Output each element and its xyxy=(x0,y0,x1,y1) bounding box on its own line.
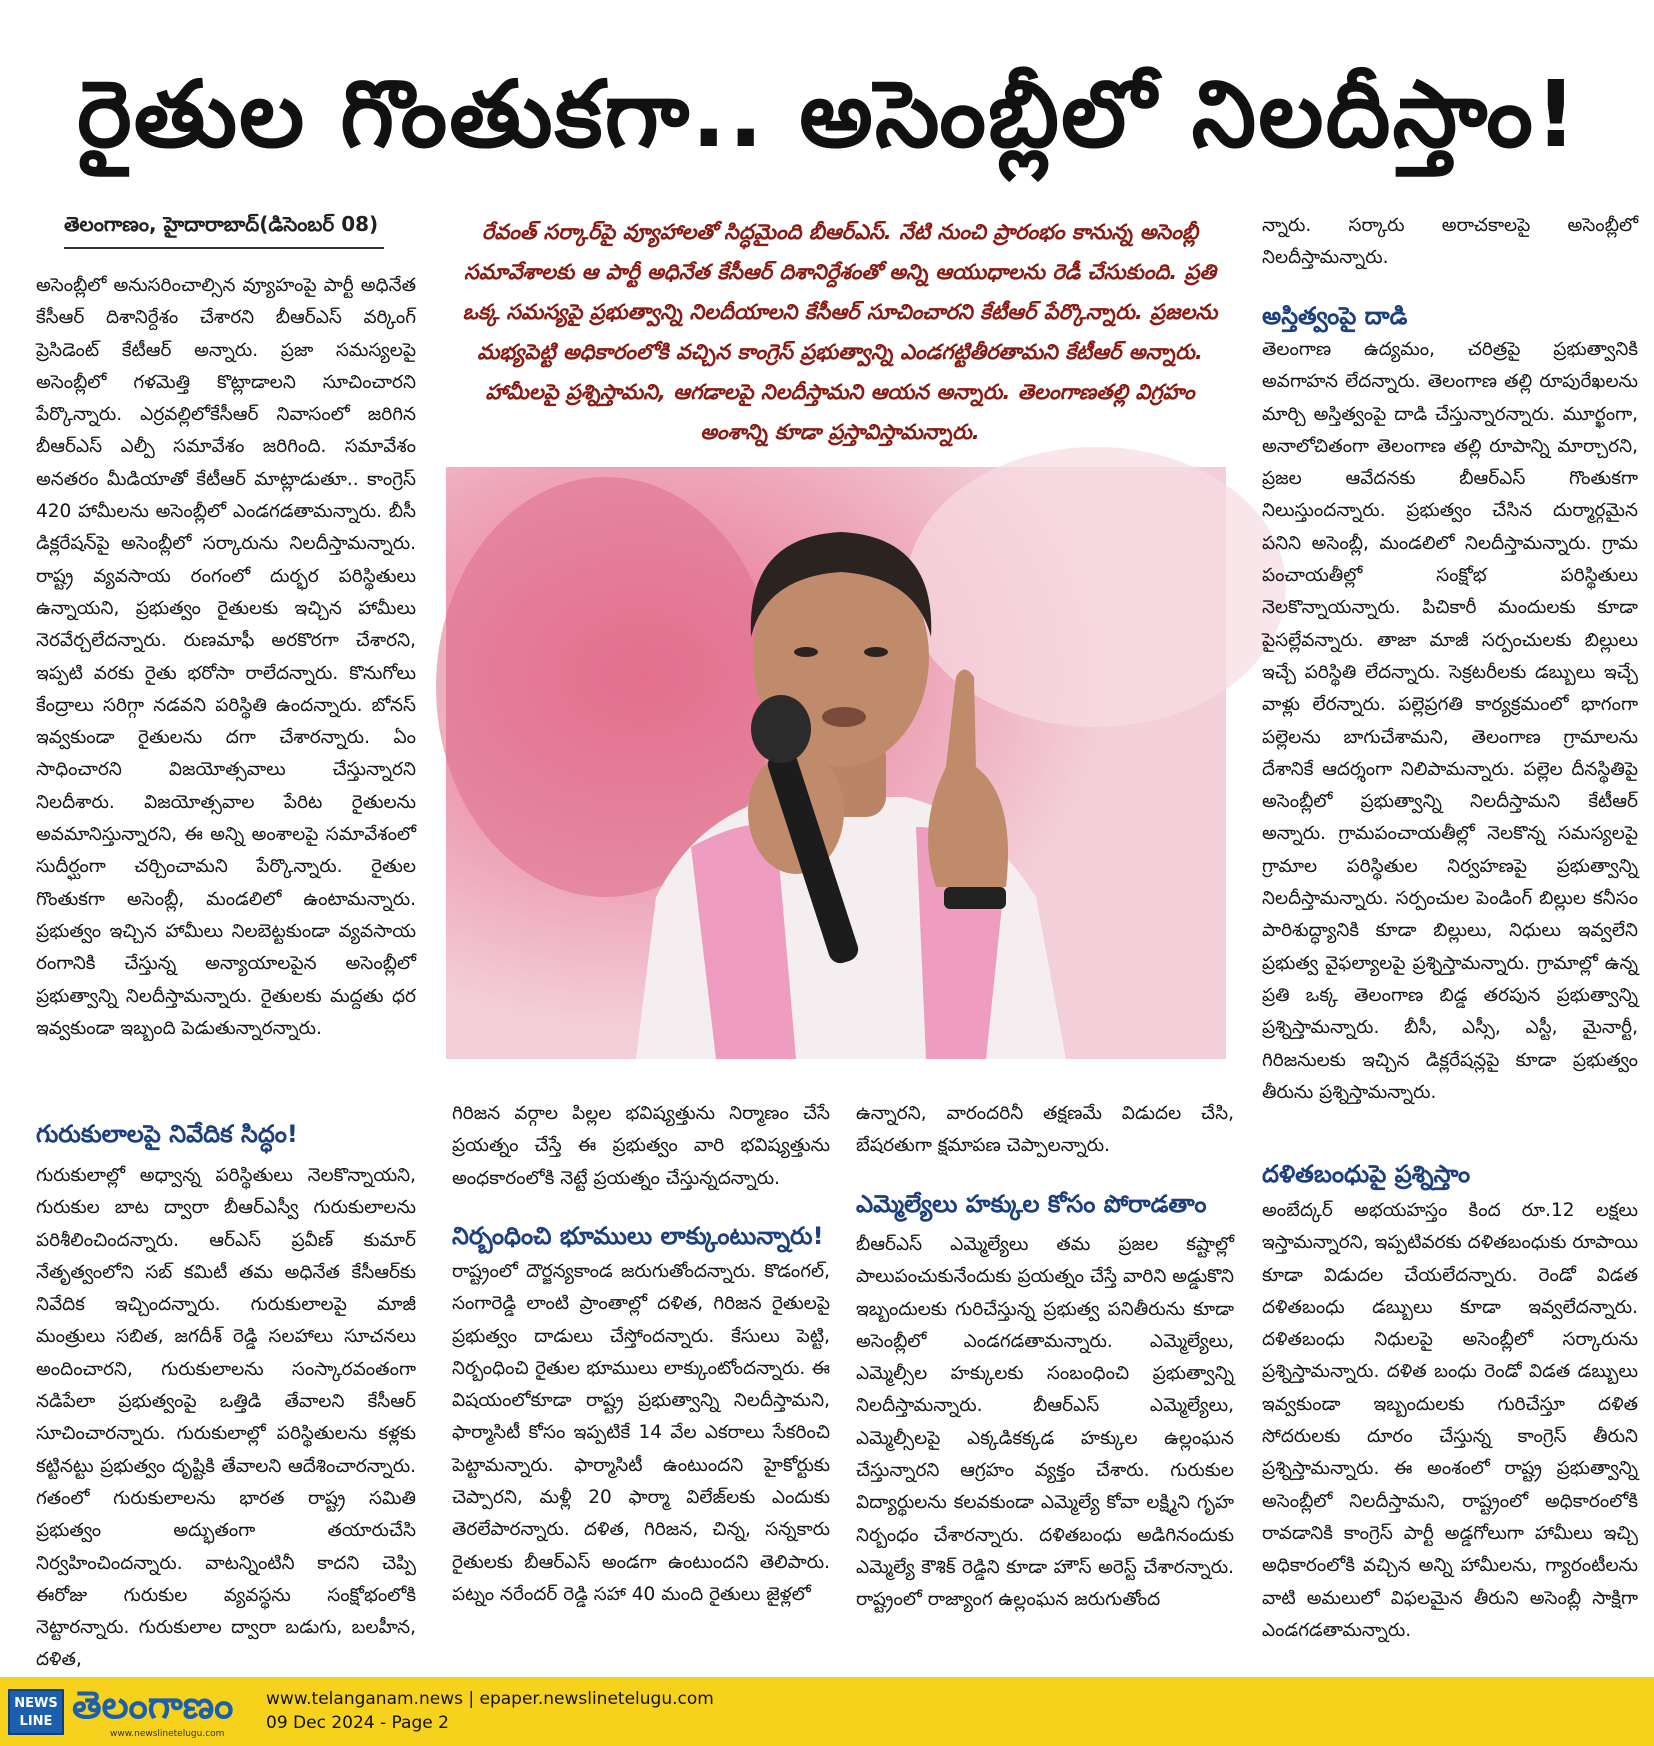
subhead-bhoomulu: నిర్బంధించి భూములు లాక్కుంటున్నారు! xyxy=(452,1222,824,1250)
headline: రైతుల గొంతుకగా.. అసెంబ్లీలో నిలదీస్తాం! xyxy=(77,61,1579,168)
article-paragraph: అంబేద్కర్ అభయహస్తం కింద రూ.12 లక్షలు ఇస్తామన్నారని, ఇప్పటివరకు దళితబంధుకు రూపాయి కూడా విడుదల చేయలేదన్నారు. రెండో విడత దళితబంధు డబ్బులు కూడా ఇవ్వలేదన్నారు. దళితబంధు నిధులపై అసెంబ్లీలో సర్కారును ప్రశ్నిస్తామన్నారు. దళిత బంధు రెండో విడత డబ్బులు ఇవ్వకుండా ఇబ్బందులకు గురిచేస్తూ దళిత సోదరులకు దూరం చేస్తున్న కాంగ్రెస్ తీరుని ప్రశ్నిస్తామన్నారు. ఈ అంశంలో రాష్ట్ర ప్రభుత్వాన్ని అసెంబ్లీలో నిలదీస్తామని, రాష్ట్రంలో అధికారంలోకి రావడానికి కాంగ్రెస్ పార్టీ అడ్డగోలుగా హామీలు ఇచ్చి అధికారంలోకి వచ్చిన అన్ని హామీలను, గ్యారంటీలను వాటి అమలులో విఫలమైన తీరుని అసెంబ్లీ సాక్షిగా ఎండగడతామన్నారు. xyxy=(1262,1200,1638,1641)
footer-urls[interactable]: www.telanganam.news | epaper.newslinetelugu.com xyxy=(266,1689,714,1709)
telanganam-logo: తెలంగాణం xyxy=(72,1683,234,1727)
article-paragraph: ఉన్నారని, వారందరినీ తక్షణమే విడుదల చేసి, బేషరతుగా క్షమాపణ చెప్పాలన్నారు. xyxy=(856,1103,1234,1157)
column-3-body-b xyxy=(856,1229,1234,1659)
column-3-body xyxy=(856,1098,1234,1164)
column-4-body-b xyxy=(1262,334,1638,1128)
subhead-mla-hakkulu: ఎమ్మెల్యేలు హక్కుల కోసం పోరాడతాం xyxy=(856,1190,1207,1218)
footer-bar xyxy=(0,1677,1654,1746)
column-2-body-b xyxy=(452,1256,830,1656)
article-paragraph: గురుకులాల్లో అధ్వాన్న పరిస్థితులు నెలకొన్నాయని, గురుకుల బాట ద్వారా బీఆర్ఎస్వీ గురుకులాలను పరిశీలించిందన్నారు. ఆర్ఎస్ ప్రవీణ్ కుమార్ నేతృత్వంలోని సబ్ కమిటీ తమ అధినేత కేసీఆర్‌కు నివేదిక ఇచ్చిందన్నారు. గురుకులాలపై మాజీ మంత్రులు సబిత, జగదీశ్ రెడ్డి సలహాలు సూచనలు అందించారని, గురుకులాలను సంస్కారవంతంగా నడిపేలా ప్రభుత్వంపై ఒత్తిడి తేవాలని కేసీఆర్ సూచించారన్నారు. గురుకులాల్లో పరిస్థితులను కళ్లకు కట్టినట్టు ప్రభుత్వం దృష్టికి తేవాలని ఆదేశించారన్నారు. గతంలో గురుకులాలను భారత రాష్ట్ర సమితి ప్రభుత్వం అద్భుతంగా తయారుచేసి నిర్వహించిందన్నారు. వాటన్నింటినీ కాదని చెప్పి ఈరోజు గురుకుల వ్యవస్థను సంక్షోభంలోకి నెట్టారన్నారు. గురుకులాల ద్వారా బడుగు, బలహీన, దళిత, xyxy=(36,1165,416,1671)
article-paragraph: బీఆర్ఎస్ ఎమ్మెల్యేలు తమ ప్రజల కష్టాల్లో పాలుపంచుకునేందుకు ప్రయత్నం చేస్తే వారిని అడ్డుకొని ఇబ్బందులకు గురిచేస్తున్న ప్రభుత్వ పనితీరును కూడా అసెంబ్లీలో ఎండగడతామన్నారు. ఎమ్మెల్యేలు, ఎమ్మెల్సీల హక్కులకు సంబంధించి ప్రభుత్వాన్ని నిలదీస్తామన్నారు. బీఆర్ఎస్ ఎమ్మెల్యేలు, ఎమ్మెల్సీలపై ఎక్కడికక్కడ హక్కుల ఉల్లంఘన చేస్తున్నారని ఆగ్రహం వ్యక్తం చేశారు. గురుకుల విద్యార్థులను కలవకుండా ఎమ్మెల్యే కోవా లక్ష్మిని గృహ నిర్బంధం చేశారన్నారు. దళితబంధు అడిగినందుకు ఎమ్మెల్యే కౌశిక్ రెడ్డిని కూడా హౌస్ అరెస్ట్ చేశారన్నారు. రాష్ట్రంలో రాజ్యాంగ ఉల్లంఘన జరుగుతోంద xyxy=(856,1234,1234,1611)
article-paragraph: గిరిజన వర్గాల పిల్లల భవిష్యత్తును నిర్మాణం చేసే ప్రయత్నం చేస్తే ఈ ప్రభుత్వం వారి భవిష్యత్తును అంధకారంలోకి నెట్టే ప్రయత్నం చేస్తున్నదన్నారు. xyxy=(452,1103,830,1189)
speaker-illustration xyxy=(446,467,1226,1059)
subhead-astitvam: అస్తిత్వంపై దాడి xyxy=(1262,302,1408,330)
dateline: తెలంగాణం, హైదారాబాద్(డిసెంబర్ 08) xyxy=(64,212,384,249)
article-paragraph: అసెంబ్లీలో అనుసరించాల్సిన వ్యూహంపై పార్టీ అధినేత కేసీఆర్ దిశానిర్దేశం చేశారని బీఆర్ఎస్ వర్కింగ్ ప్రెసిడెంట్ కేటీఆర్ అన్నారు. ప్రజా సమస్యలపై అసెంబ్లీలో గళమెత్తి కొట్లాడాలని సూచించారని పేర్కొన్నారు. ఎర్రవల్లిలోకేసీఆర్ నివాసంలో జరిగిన బీఆర్ఎస్ ఎల్పీ సమావేశం జరిగింది. సమావేశం అనతరం మీడియాతో కేటీఆర్ మాట్లాడుతూ.. కాంగ్రెస్ 420 హామీలను అసెంబ్లీలో ఎండగడతామన్నారు. బీసీ డిక్లరేషన్‌పై అసెంబ్లీలో సర్కారును నిలదీస్తామన్నారు. రాష్ట్ర వ్యవసాయ రంగంలో దుర్భర పరిస్థితులు ఉన్నాయని, ప్రభుత్వం రైతులకు ఇచ్చిన హామీలు నెరవేర్చలేదన్నారు. రుణమాఫీ అరకొరగా చేశారని, ఇప్పటి వరకు రైతు భరోసా రాలేదన్నారు. కొనుగోలు కేంద్రాలు సరిగ్గా నడవని పరిస్థితి ఉందన్నారు. బోనస్ ఇవ్వకుండా రైతులను దగా చేశారన్నారు. ఏం సాధించారని విజయోత్సవాలు చేస్తున్నారని నిలదీశారు. విజయోత్సవాల పేరిట రైతులను అవమానిస్తున్నారని, ఈ అన్ని అంశాలపై సమావేశంలో సుదీర్ఘంగా చర్చించామని పేర్కొన్నారు. రైతుల గొంతుకగా అసెంబ్లీ, మండలిలో ఉంటామన్నారు. ప్రభుత్వం ఇచ్చిన హామీలు నిలబెట్టకుండా వ్యవసాయ రంగానికి చేస్తున్న అన్యాయాలపైన అసెంబ్లీలో ప్రభుత్వాన్ని నిలదీస్తామన్నారు. రైతులకు మద్దతు ధర ఇవ్వకుండా ఇబ్బంది పెడుతున్నారన్నారు. xyxy=(36,275,416,1039)
subhead-gurukulalu: గురుకులాలపై నివేదిక సిద్ధం! xyxy=(36,1120,298,1148)
column-1-body-b xyxy=(36,1160,416,1671)
article-paragraph: రాష్ట్రంలో దౌర్జన్యకాండ జరుగుతోందన్నారు. కొడంగల్, సంగారెడ్డి లాంటి ప్రాంతాల్లో దళిత, గిరిజన రైతులపై ప్రభుత్వం దాడులు చేస్తోందన్నారు. కేసులు పెట్టి, నిర్బంధించి రైతుల భూములు లాక్కుంటోందన్నారు. ఈ విషయంలోకూడా రాష్ట్ర ప్రభుత్వాన్ని నిలదీస్తామని, ఫార్మాసిటీ కోసం ఇప్పటికే 14 వేల ఎకరాలు సేకరించి పెట్టామన్నారు. ఫార్మాసిటీ ఉంటుందని హైకోర్టుకు చెప్పారని, మళ్లీ 20 ఫార్మా విలేజ్‌లకు ఎందుకు తెరలేపారన్నారు. దళిత, గిరిజన, చిన్న, సన్నకారు రైతులకు బీఆర్ఎస్ అండగా ఉంటుందని తెలిపారు. పట్నం నరేందర్ రెడ్డి సహా 40 మంది రైతులు జైళ్లలో xyxy=(452,1261,830,1605)
subhead-dalitabandhu: దళితబంధుపై ప్రశ్నిస్తాం xyxy=(1262,1160,1471,1188)
article-paragraph: న్నారు. సర్కారు అరాచకాలపై అసెంబ్లీలో నిలదీస్తామన్నారు. xyxy=(1262,215,1638,269)
footer-date-page: 09 Dec 2024 - Page 2 xyxy=(266,1713,449,1733)
lead-paragraph: రేవంత్ సర్కార్‌పై వ్యూహాలతో సిద్ధమైంది బీఆర్ఎస్. నేటి నుంచి ప్రారంభం కానున్న అసెంబ్లీ సమావేశాలకు ఆ పార్టీ అధినేత కేసీఆర్ దిశానిర్దేశంతో అన్ని ఆయుధాలను రెడీ చేసుకుంది. ప్రతి ఒక్క సమస్యపై ప్రభుత్వాన్ని నిలదీయాలని కేసీఆర్ సూచించారని కేటీఆర్ పేర్కొన్నారు. ప్రజలను మభ్యపెట్టి అధికారంలోకి వచ్చిన కాంగ్రెస్ ప్రభుత్వాన్ని ఎండగట్టితీరతామని కేటీఆర్ అన్నారు. హామీలపై ప్రశ్నిస్తామని, ఆగడాలపై నిలదీస్తామని ఆయన అన్నారు. తెలంగాణతల్లి విగ్రహం అంశాన్ని కూడా ప్రస్తావిస్తామన్నారు. xyxy=(462,220,1218,444)
photo-speaker xyxy=(446,467,1226,1059)
column-4-body-c xyxy=(1262,1195,1638,1657)
column-1-body xyxy=(36,270,416,1088)
column-2-body xyxy=(452,1098,830,1228)
article-paragraph: తెలంగాణ ఉద్యమం, చరిత్రపై ప్రభుత్వానికి అవగాహన లేదన్నారు. తెలంగాణ తల్లి రూపురేఖలను మార్చి అస్తిత్వంపై దాడి చేస్తున్నారన్నారు. మూర్ఖంగా, అనాలోచితంగా తెలంగాణ తల్లి రూపాన్ని మార్చారని, ప్రజల ఆవేదనకు బీఆర్ఎస్ గొంతుకగా నిలుస్తుందన్నారు. ప్రభుత్వం చేసిన దుర్మార్గమైన పనిని అసెంబ్లీ, మండలిలో నిలదీస్తామన్నారు. గ్రామ పంచాయతీల్లో సంక్షోభ పరిస్థితులు నెలకొన్నాయన్నారు. పిచికారీ మందులకు కూడా పైసల్లేవన్నారు. తాజా మాజీ సర్పంచులకు బిల్లులు ఇచ్చే పరిస్థితి లేదన్నారు. సెక్రటరీలకు డబ్బులు ఇచ్చే వాళ్లు లేరన్నారు. పల్లెప్రగతి కార్యక్రమంలో భాగంగా పల్లెలను బాగుచేశామని, తెలంగాణ గ్రామాలను దేశానికే ఆదర్శంగా నిలిపామన్నారు. పల్లెల దీనస్థితిపై అసెంబ్లీలో ప్రభుత్వాన్ని నిలదీస్తామని కేటీఆర్ అన్నారు. గ్రామపంచాయతీల్లో నెలకొన్న సమస్యలపై గ్రామాల పరిస్థితుల నిర్వహణపై ప్రభుత్వాన్ని నిలదీస్తామన్నారు. సర్పంచుల పెండింగ్ బిల్లుల కనీసం పారిశుద్ధ్యానికి కూడా బిల్లులు, నిధులు ఇవ్వలేని ప్రభుత్వ వైఫల్యాలపై ప్రశ్నిస్తామన్నారు. గ్రామాల్లో ఉన్న ప్రతి ఒక్క తెలంగాణ బిడ్డ తరపున ప్రభుత్వాన్ని ప్రశ్నిస్తామన్నారు. బీసీ, ఎస్సీ, ఎస్టీ, మైనార్టీ, గిరిజనులకు ఇచ్చిన డిక్లరేషన్లపై కూడా ప్రభుత్వం తీరును ప్రశ్నిస్తామన్నారు. xyxy=(1262,339,1638,1103)
column-4-body xyxy=(1262,210,1638,276)
logo-subtext: www.newslinetelugu.com xyxy=(110,1729,225,1739)
newsline-logo: NEWS LINE xyxy=(8,1689,64,1735)
